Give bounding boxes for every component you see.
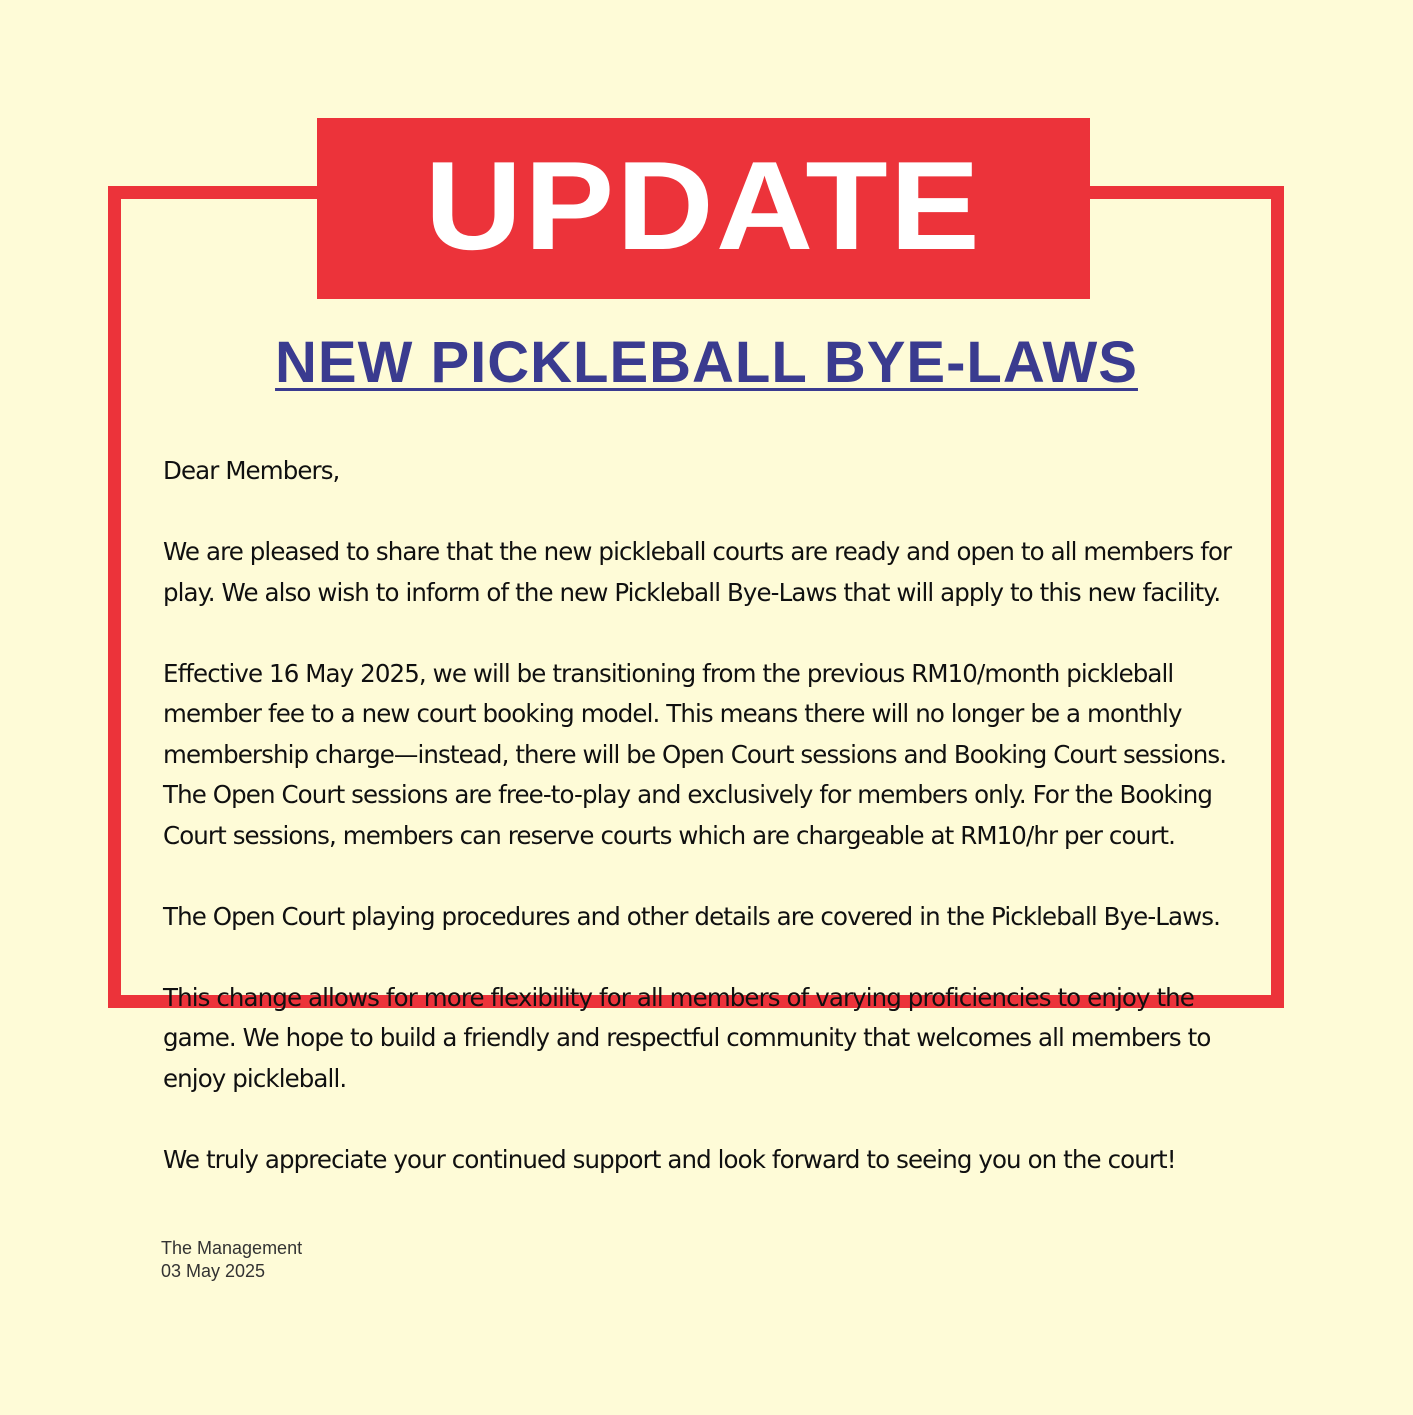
- paragraph-closing: We truly appreciate your continued support and look forward to seeing you on the court!: [163, 1144, 1176, 1174]
- signature-date: 03 May 2025: [161, 1261, 266, 1281]
- banner-title: UPDATE: [424, 134, 983, 276]
- paragraph-procedures: The Open Court playing procedures and other details are covered in the Pickleball Bye-Laws.: [163, 901, 1221, 931]
- letter-body: [163, 451, 1248, 1221]
- salutation: Dear Members,: [163, 456, 340, 485]
- signature-name: The Management: [161, 1238, 303, 1258]
- heading-text: NEW PICKLEBALL BYE-LAWS: [275, 330, 1138, 395]
- paragraph-intro: We are pleased to share that the new pickleball courts are ready and open to all members for play. We also wish to inform of the new Pickleball Bye-Laws that will apply to this new facility.: [163, 537, 1232, 607]
- notice-heading: [0, 327, 1413, 399]
- signature-block: [161, 1237, 302, 1283]
- update-banner: [317, 118, 1090, 299]
- paragraph-fee-change: Effective 16 May 2025, we will be transitioning from the previous RM10/month pickleball member fee to a new court booking model. This means there will no longer be a monthly membership charge—instead, there will be Open Court sessions and Booking Court sessions. The Open Court sessions are free-to-play and exclusively for members only. For the Booking Court sessions, members can reserve courts which are chargeable at RM10/hr per court.: [163, 658, 1227, 850]
- paragraph-flexibility: This change allows for more flexibility for all members of varying proficiencies to enjoy the game. We hope to build a friendly and respectful community that welcomes all members to enjoy pickleball.: [163, 982, 1211, 1093]
